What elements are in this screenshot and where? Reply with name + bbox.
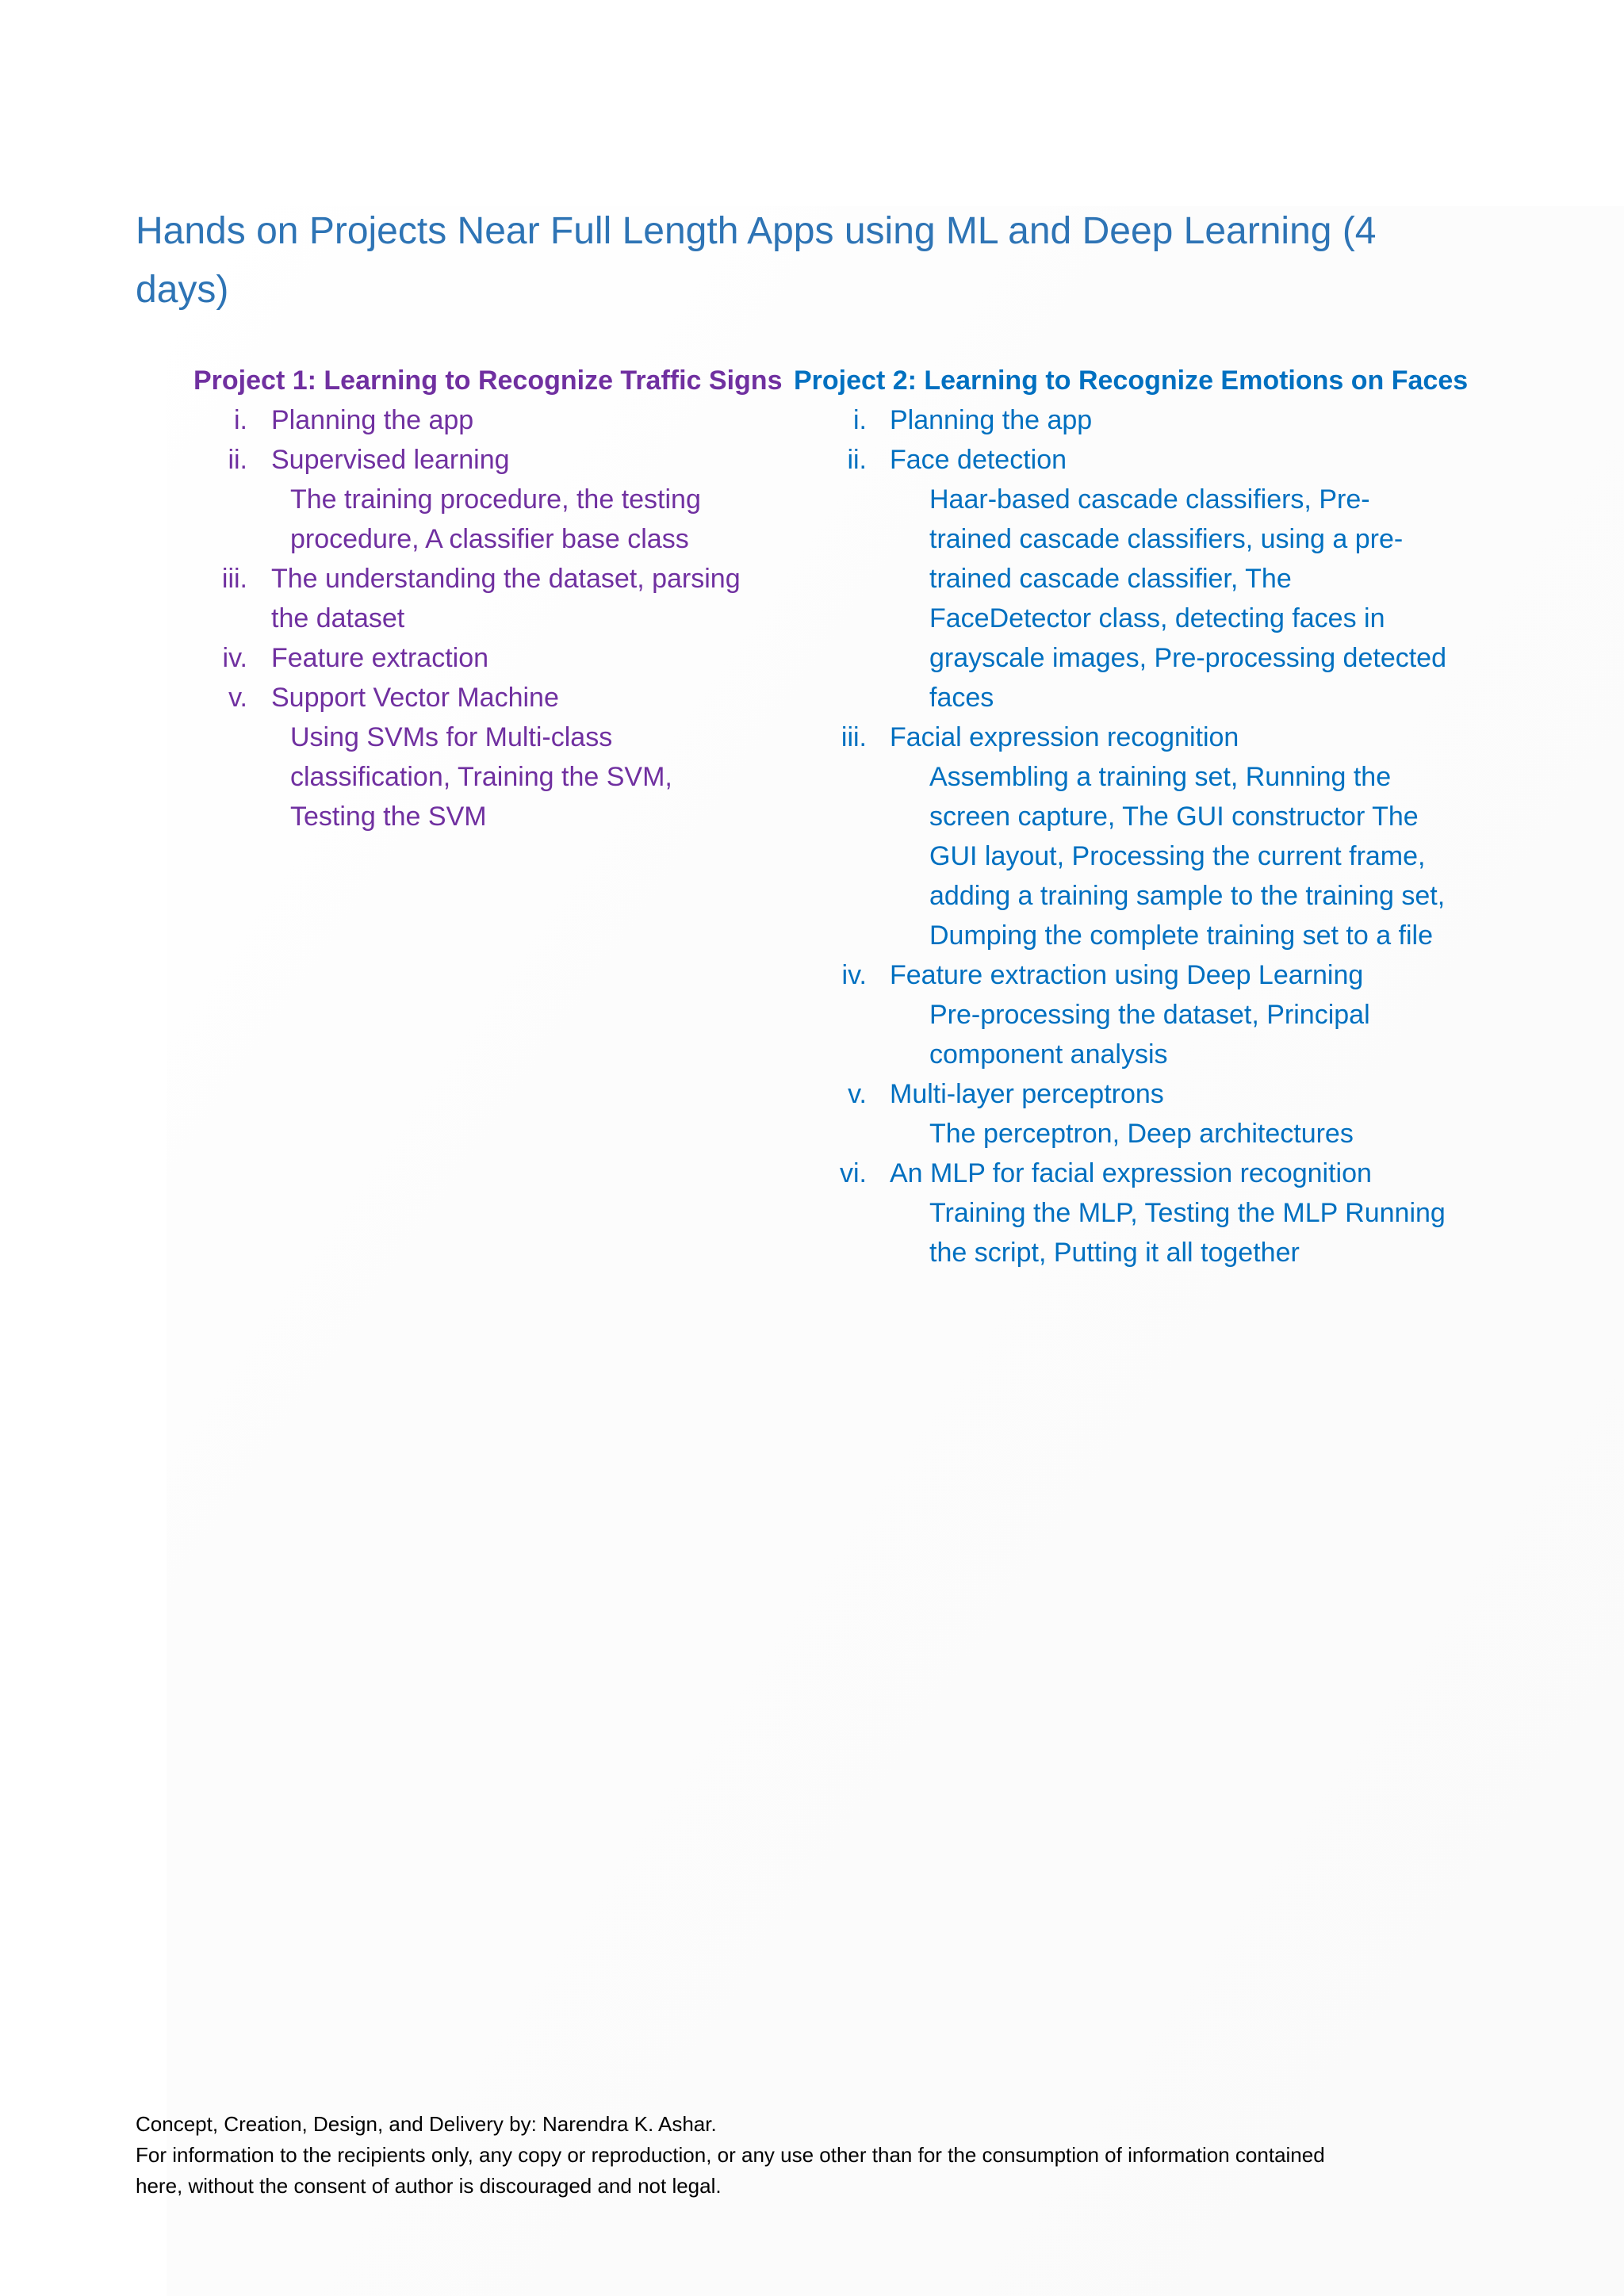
list-item xyxy=(794,440,1444,718)
list-numeral: iv. xyxy=(222,643,247,673)
page-title: Hands on Projects Near Full Length Apps using ML and Deep Learning (4 days) xyxy=(136,210,1377,311)
list-numeral: iii. xyxy=(841,722,867,752)
topic-label: Facial expression recognition xyxy=(890,722,1239,752)
topic-label: The understanding the dataset, parsing the dataset xyxy=(271,564,741,633)
list-item xyxy=(794,955,1444,1074)
topic-label: Feature extraction using Deep Learning xyxy=(890,960,1364,990)
project-1-column xyxy=(193,361,783,836)
project-1-heading: Project 1: Learning to Recognize Traffic Signs xyxy=(193,365,783,396)
topic-label: Support Vector Machine xyxy=(271,683,559,713)
list-numeral: ii. xyxy=(847,445,867,475)
topic-details: The perceptron, Deep architectures xyxy=(929,1119,1354,1149)
list-numeral: v. xyxy=(228,683,247,713)
list-item xyxy=(794,1074,1444,1154)
topic-label: Face detection xyxy=(890,445,1067,475)
list-item xyxy=(193,638,780,678)
project-2-column xyxy=(794,361,1469,1272)
topic-label: An MLP for facial expression recognition xyxy=(890,1158,1372,1188)
list-item xyxy=(794,718,1444,955)
list-item xyxy=(794,400,1444,440)
topic-details: The training procedure, the testing procedure, A classifier base class xyxy=(290,484,701,554)
topic-details: Using SVMs for Multi-class classification, Training the SVM, Testing the SVM xyxy=(290,722,672,832)
list-numeral: i. xyxy=(853,405,867,435)
list-item xyxy=(193,440,780,559)
list-item xyxy=(193,678,780,836)
topic-label: Planning the app xyxy=(890,405,1093,435)
topic-label: Multi-layer perceptrons xyxy=(890,1079,1164,1109)
topic-label: Planning the app xyxy=(271,405,474,435)
footer-notice: For information to the recipients only, any copy or reproduction, or any use other than for the consumption of information contained here, without the consent of author is discouraged and not legal. xyxy=(136,2143,1325,2198)
list-item xyxy=(193,400,780,440)
topic-label: Feature extraction xyxy=(271,643,489,673)
list-item xyxy=(193,559,780,638)
topic-details: Assembling a training set, Running the screen capture, The GUI constructor The GUI layout, Processing the current frame, adding a training sample to the training set, Dumping the complete training set to a file xyxy=(929,762,1446,951)
footer-credit: Concept, Creation, Design, and Delivery by: Narendra K. Ashar. xyxy=(136,2112,717,2136)
project-1-topic-list xyxy=(193,400,780,836)
page-footer xyxy=(136,2109,1373,2202)
topic-details: Training the MLP, Testing the MLP Running the script, Putting it all together xyxy=(929,1198,1446,1268)
list-numeral: vi. xyxy=(840,1158,867,1188)
project-2-heading: Project 2: Learning to Recognize Emotions on Faces xyxy=(794,365,1469,396)
list-numeral: v. xyxy=(848,1079,867,1109)
topic-label: Supervised learning xyxy=(271,445,510,475)
list-numeral: i. xyxy=(234,405,247,435)
topic-details: Pre-processing the dataset, Principal component analysis xyxy=(929,1000,1370,1070)
topic-details: Haar-based cascade classifiers, Pre-trained cascade classifiers, using a pre-trained cascade classifier, The FaceDetector class, detecting faces in grayscale images, Pre-processing detected faces xyxy=(929,484,1446,713)
list-numeral: iv. xyxy=(841,960,867,990)
list-numeral: ii. xyxy=(228,445,247,475)
list-numeral: iii. xyxy=(221,564,247,594)
list-item xyxy=(794,1154,1444,1272)
project-2-topic-list xyxy=(794,400,1444,1272)
